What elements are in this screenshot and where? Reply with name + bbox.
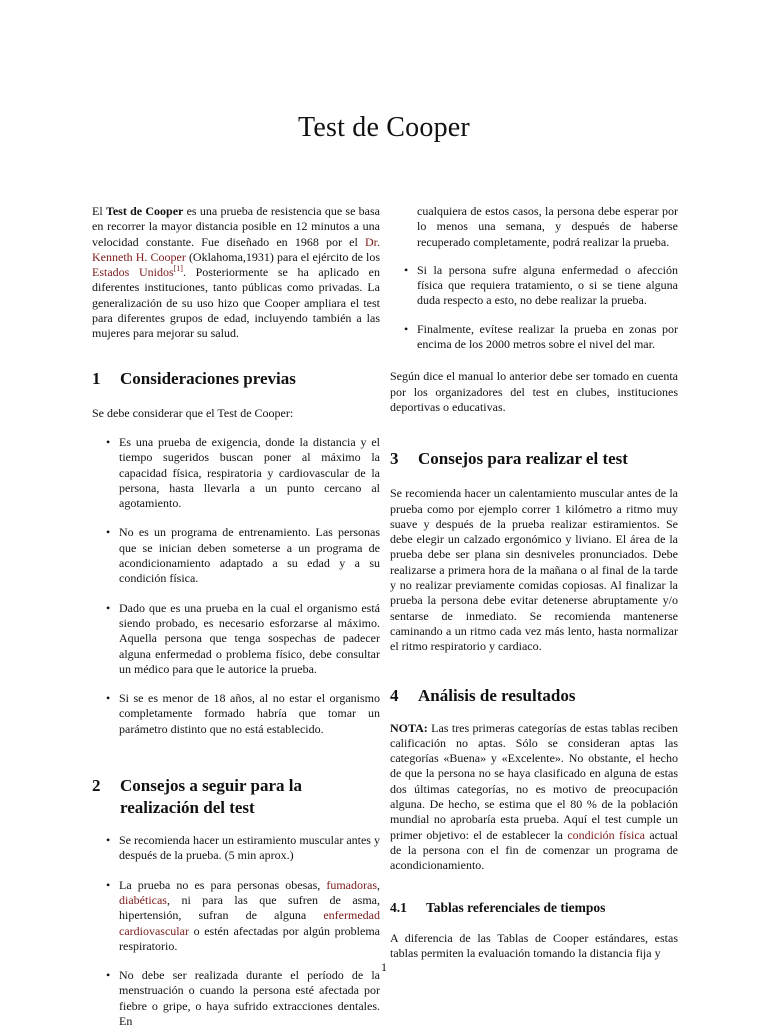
section-4-heading: 4 Análisis de resultados [390, 685, 576, 705]
list-item: • Dado que es una prueba en la cual el organismo está siendo probado, es necesario esforzarse al máximo. Aquella persona que tenga sospechas de padecer alguna enfermedad o problema físico, debe consultar un médico para que le autorice la prueba. [92, 601, 380, 677]
list-item: • Es una prueba de exigencia, donde la distancia y el tiempo sugeridos buscan poner al máximo la capacidad física, respiratoria y cardiovascular de la persona, hasta llevarla a un punto cercano al agotamiento. [92, 435, 380, 511]
section-1-list [92, 435, 380, 737]
page-number: 1 [381, 960, 387, 974]
manual-paragraph: Según dice el manual lo anterior debe ser tomado en cuenta por los organizadores del test en clubes, instituciones deportivas o educativas. [390, 369, 678, 414]
section-3-heading: 3 Consejos para realizar el test [390, 449, 628, 469]
page-title: Test de Cooper [298, 112, 470, 143]
section-2-heading: 2 Consejos a seguir para la realización del test [92, 776, 302, 818]
section-2-list [92, 833, 380, 1029]
section-1-heading: 1 Consideraciones previas [92, 368, 296, 388]
right-column [390, 204, 678, 961]
list-item: • La prueba no es para personas obesas, fumadoras, diabéticas, ni para las que sufren de asma, hipertensión, sufran de alguna enfermedad cardiovascular o estén afectadas por algún problema respiratorio. [92, 878, 380, 954]
link-estados-unidos[interactable]: Estados Unidos [92, 265, 174, 280]
link-condicion-fisica[interactable]: condición física [567, 827, 645, 842]
list-item: • Si la persona sufre alguna enfermedad o afección física que requiera tratamiento, o si se tiene alguna duda respecto a esto, no debe realizar la prueba. [390, 263, 678, 309]
link-enfermedad-cardiovascular[interactable]: enfermedad cardiovascular [119, 908, 380, 938]
section-4-body: NOTA: Las tres primeras categorías de estas tablas reciben calificación no aptas. Sólo se consideran aptas las categorías «Buena» y «Excelente». No obstante, el hecho de que la persona no se haya clasificado en alguna de estas dos últimas categorías, no es motivo de preocupación alguna. De hecho, se estima que el 80 % de la población mundial no aprobaría esta prueba. Aquí el test cumple un primer objetivo: el de establecer la condición física actual de la persona con el fin de comenzar un programa de acondicionamiento. [390, 720, 678, 873]
link-kenneth-cooper[interactable]: Dr. Kenneth H. Cooper [92, 234, 380, 264]
section-3-body: Se recomienda hacer un calentamiento muscular antes de la prueba como por ejemplo correr 1 kilómetro a ritmo muy suave y después de la prueba realizar estiramientos. Se debe elegir un calzado ergonómico y liviano. El área de la prueba debe ser plana sin desniveles pronunciados. Debe realizarse a primera hora de la mañana o al final de la tarde y no realizar previamente comidas copiosas. Al finalizar la prueba la persona debe evitar detenerse abruptamente y/o sentarse de inmediato. Se recomienda mantenerse caminando a un ritmo cada vez más lento, hasta normalizar el ritmo respiratorio y cardiaco. [390, 486, 678, 654]
list-item: • Finalmente, evítese realizar la prueba en zonas por encima de los 2000 metros sobre el nivel del mar. [390, 322, 678, 353]
intro-bold-term: Test de Cooper [105, 204, 184, 218]
list-item-continuation: cualquiera de estos casos, la persona debe esperar por lo menos una semana, y después de haberse recuperado completamente, podrá realizar la prueba. [417, 204, 678, 249]
section-2-list-continued [390, 263, 678, 352]
list-item: • No es un programa de entrenamiento. Las personas que se inician deben someterse a un programa de acondicionamiento adaptado a su edad y a su condición física. [92, 525, 380, 586]
section-1-lead: Se debe considerar que el Test de Cooper: [92, 405, 294, 420]
intro-paragraph: El Test de Cooper es una prueba de resistencia que se basa en recorrer la mayor distancia posible en 12 minutos a una velocidad constante. Fue diseñado en 1968 por el Dr. Kenneth H. Cooper (Oklahoma,1931) para el ejército de los Estados Unidos[1]. Posteriormente se ha aplicado en diferentes instituciones, tanto públicas como privadas. La generalización de su uso hizo que Cooper ampliara el test para diferentes grupos de edad, incluyendo también a las mujeres para mejorar su salud. [92, 204, 380, 341]
list-item: • Se recomienda hacer un estiramiento muscular antes y después de la prueba. (5 min aprox.) [92, 833, 380, 864]
list-item: • No debe ser realizada durante el período de la menstruación o cuando la persona esté afectada por fiebre o gripe, o haya sufrido extracciones dentales. En [92, 968, 380, 1029]
link-diabeticas[interactable]: diabéticas [119, 892, 167, 907]
link-fumadoras[interactable]: fumadoras [326, 877, 377, 892]
section-4-1-body: A diferencia de las Tablas de Cooper estándares, estas tablas permiten la evaluación tomando la distancia fija y [390, 930, 678, 961]
note-label: NOTA: [390, 720, 428, 735]
list-item: • Si se es menor de 18 años, al no estar el organismo completamente formado habría que tomar un parámetro distinto que no está establecido. [92, 691, 380, 737]
citation-1[interactable]: [1] [173, 264, 183, 274]
section-4-1-heading: 4.1 Tablas referenciales de tiempos [390, 899, 606, 915]
left-column [92, 204, 380, 1029]
